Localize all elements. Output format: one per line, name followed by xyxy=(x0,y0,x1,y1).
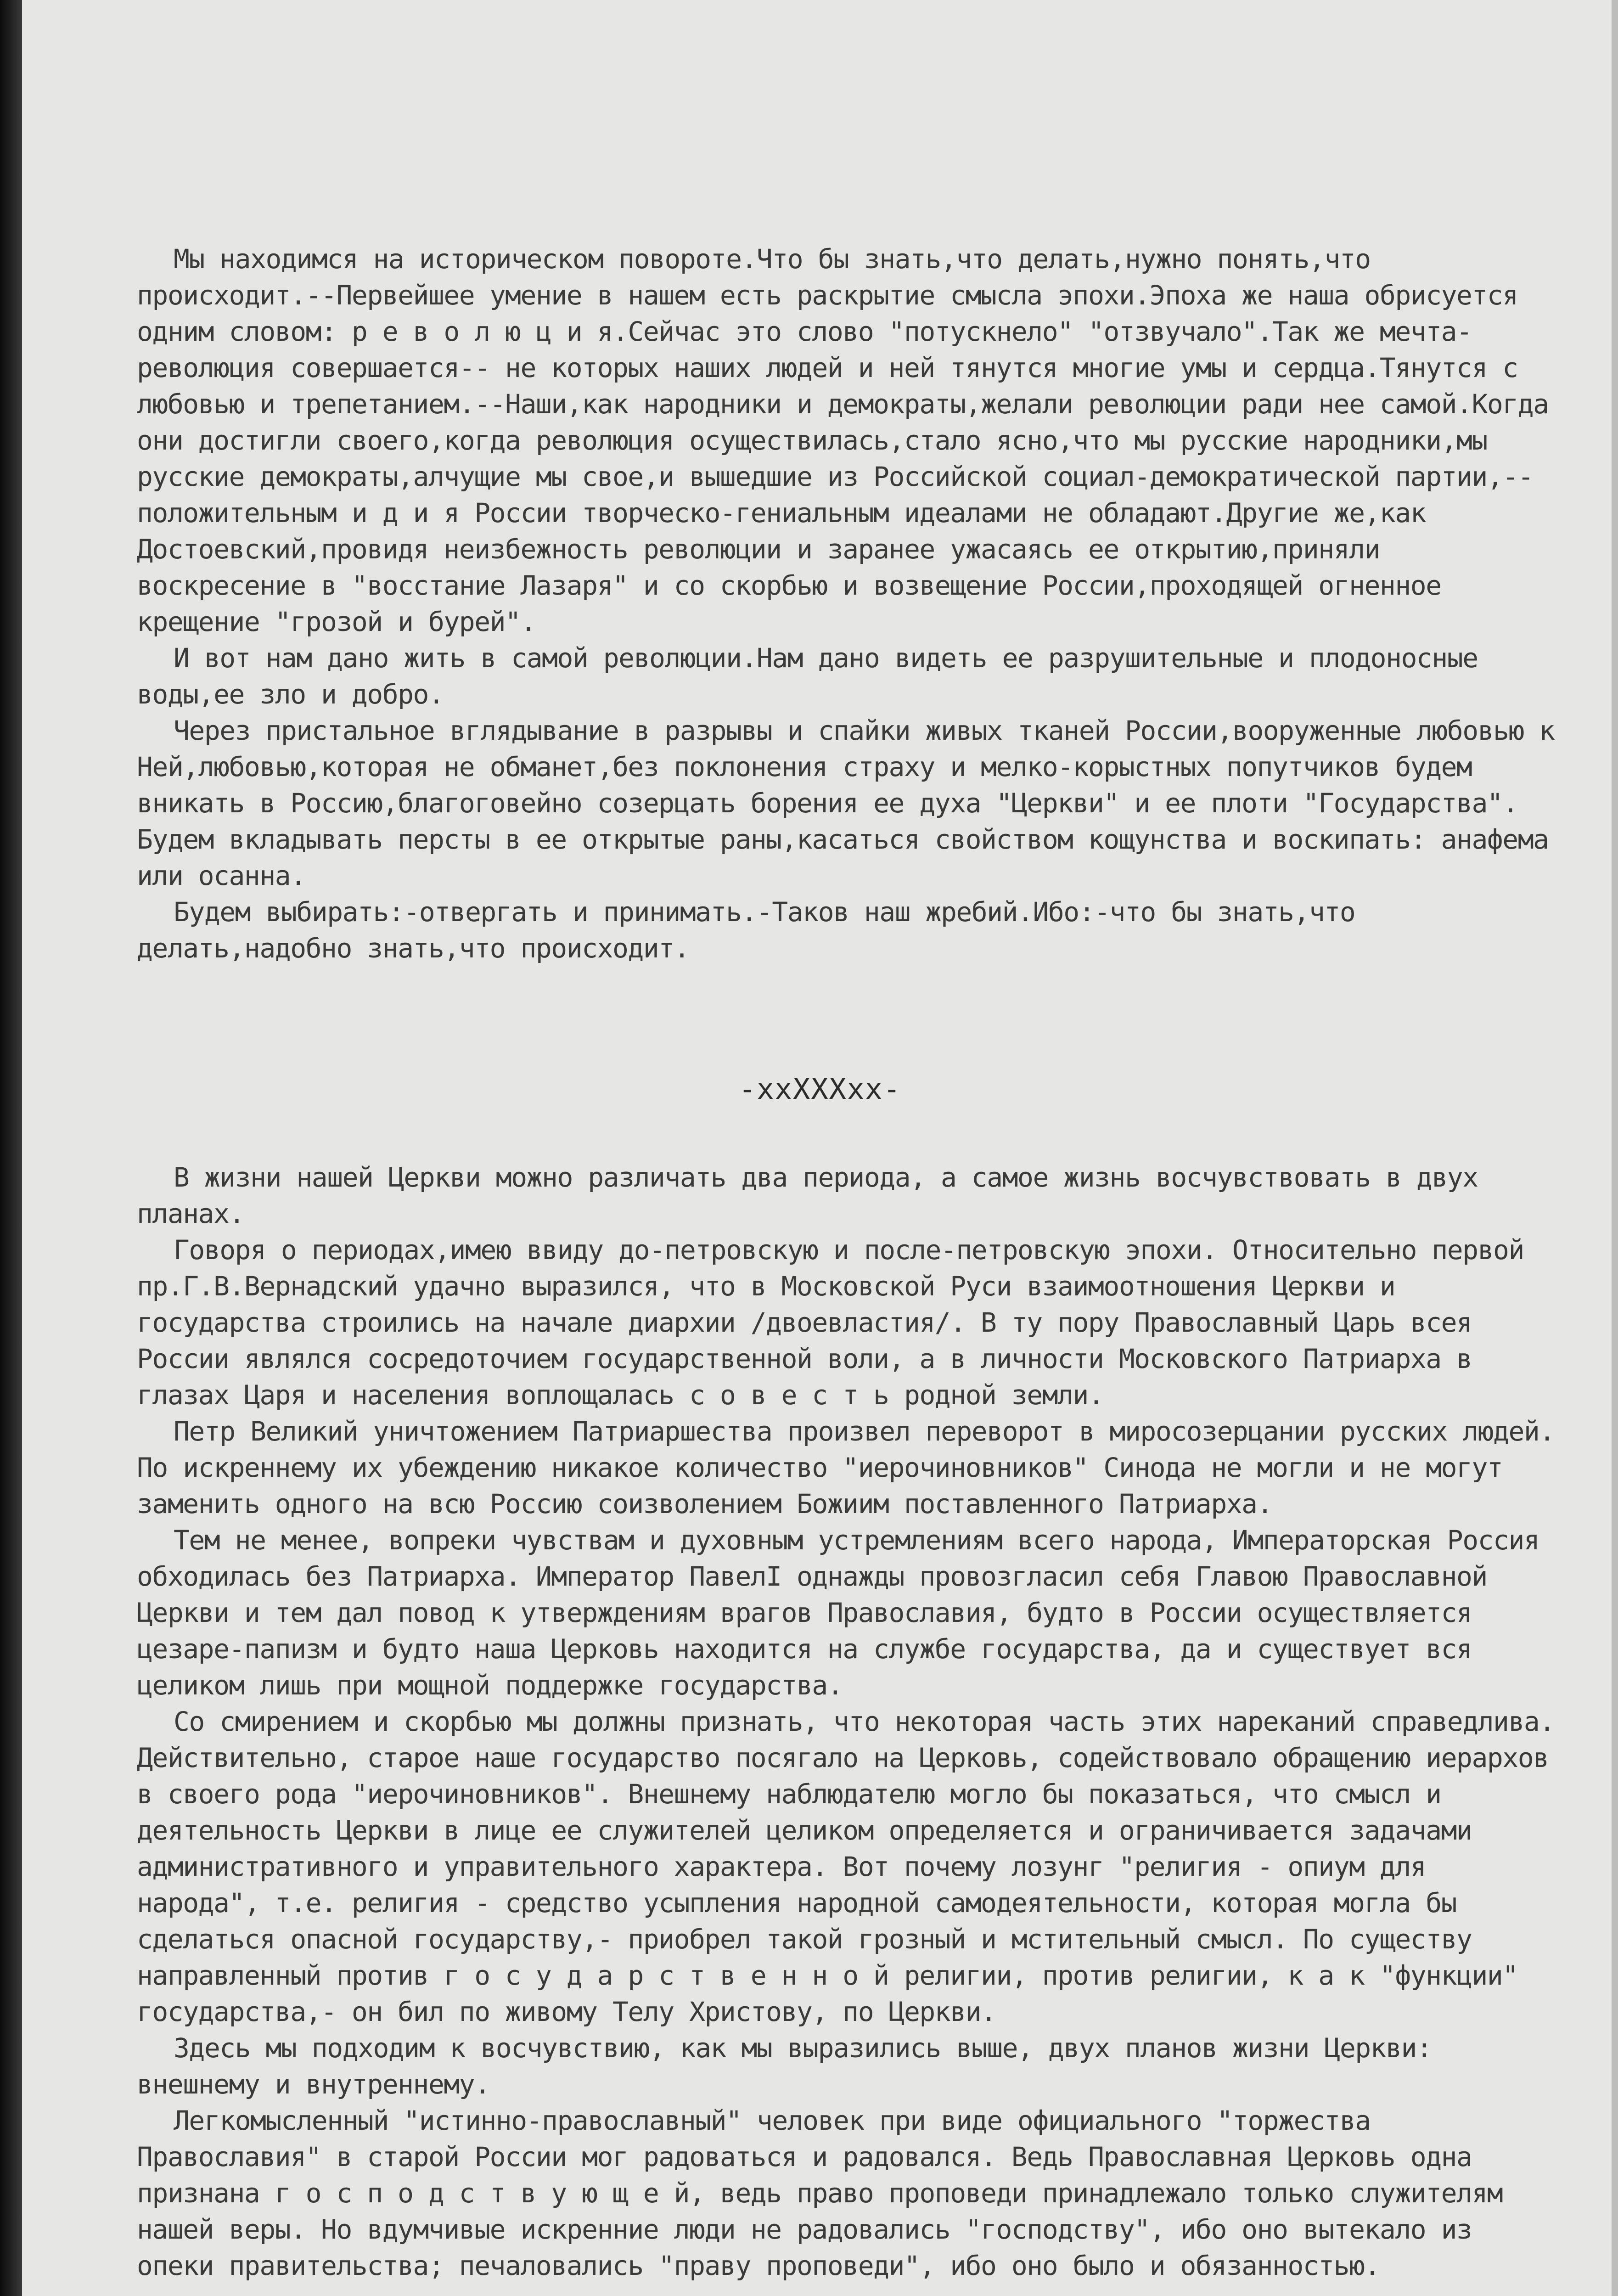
section-divider: -xxXXXxx- xyxy=(739,1072,901,1106)
paragraph: Будем выбирать:-отвергать и принимать.-Таков наш жребий.Ибо:-что бы знать,что делать,надобно знать,что происходит. xyxy=(137,896,1371,964)
paragraph: И вот нам дано жить в самой революции.Нам дано видеть ее разрушительные и плодоносные воды,ее зло и добро. xyxy=(137,642,1494,710)
paragraph: Легкомысленный "истинно-православный" человек при виде официального "торжества Православия" в старой России мог радоваться и радовался. Ведь Православная Церковь одна признана г о с п о д с т в у ю щ е й, ведь право проповеди принадлежало только служителям нашей веры. Но вдумчивые искренние люди не радовались "господству", ибо оно вытекало из опеки правительства; печаловались "праву проповеди", ибо оно было и обязанностью. xyxy=(137,2105,1518,2281)
paragraph: Здесь мы подходим к восчувствию, как мы выразились выше, двух планов жизни Церкви: внешнему и внутреннему. xyxy=(137,2032,1447,2100)
scan-right-edge xyxy=(1612,0,1618,2296)
paragraph: Мы находимся на историческом повороте.Что бы знать,что делать,нужно понять,что происходит.--Первейшее умение в нашем есть раскрытие смысла эпохи.Эпоха же наша обрисуется одним словом: р е в о л ю ц и я.Сейчас это слово "потускнело" "отзвучало".Так же мечта-революция совершается-- не которых наших людей и ней тянутся многие умы и сердца.Тянутся с любовью и трепетанием.--Наши,как народники и демократы,желали революции ради нее самой.Когда они достигли своего,когда революция осуществилась,стало ясно,что мы русские народники,мы русские демократы,алчущие мы свое,и вышедшие из Российской социал-демократической партии,-- положительным и д и я России творческо-гениальным идеалами не обладают.Другие же,как Достоевский,провидя неизбежность революции и заранее ужасаясь ее открытию,приняли воскресение в "восстание Лазаря" и со скорбью и возвещение России,проходящей огненное крещение "грозой и бурей". xyxy=(137,243,1564,637)
paragraph: В жизни нашей Церкви можно различать два периода, а самое жизнь восчувствовать в двух планах. xyxy=(137,1162,1494,1229)
section-2 xyxy=(137,1159,1570,2284)
paragraph: Через пристальное вглядывание в разрывы и спайки живых тканей России,вооруженные любовью к Ней,любовью,которая не обманет,без поклонения страху и мелко-корыстных попутчиков будем вникать в Россию,благоговейно созерцать борения ее духа "Церкви" и ее плоти "Государства". Будем вкладывать персты в ее открытые раны,касаться свойством кощунства и воскипать: анафема или осанна. xyxy=(137,715,1570,891)
scan-left-edge xyxy=(0,0,22,2296)
paragraph: Со смирением и скорбью мы должны признать, что некоторая часть этих нареканий справедлива. Действительно, старое наше государство посягало на Церковь, содействовало обращению иерархов в своего рода "иерочиновников". Внешнему наблюдателю могло бы показаться, что смысл и деятельность Церкви в лице ее служителей целиком определяется и ограничивается задачами административного и управительного характера. Вот почему лозунг "религия - опиум для народа", т.е. религия - средство усыпления народной самодеятельности, которая могла бы сделаться опасной государству,- приобрел такой грозный и мстительный смысл. По существу направленный против г о с у д а р с т в е н н о й религии, против религии, к а к "функции" государства,- он бил по живому Телу Христову, по Церкви. xyxy=(137,1706,1570,2027)
section-1 xyxy=(137,241,1570,967)
paragraph: Говоря о периодах,имею ввиду до-петровскую и после-петровскую эпохи. Относительно первой пр.Г.В.Вернадский удачно выразился, что в Московской Руси взаимоотношения Церкви и государства строились на начале диархии /двоевластия/. В ту пору Православный Царь всея России являлся сосредоточием государственной воли, а в личности Московского Патриарха в глазах Царя и населения воплощалась с о в е с т ь родной земли. xyxy=(137,1234,1539,1411)
paragraph: Петр Великий уничтожением Патриаршества произвел переворот в миросозерцании русских людей. По искреннему их убеждению никакое количество "иерочиновников" Синода не могли и не могут заменить одного на всю Россию соизволением Божиим поставленного Патриарха. xyxy=(137,1416,1570,1519)
document-page xyxy=(22,0,1618,2296)
paragraph: Тем не менее, вопреки чувствам и духовным устремлениям всего народа, Императорская Россия обходилась без Патриарха. Император ПавелI однажды провозгласил себя Главою Православной Церкви и тем дал повод к утверждениям врагов Православия, будто в России осуществляется цезаре-папизм и будто наша Церковь находится на службе государства, да и существует вся целиком лишь при мощной поддержке государства. xyxy=(137,1525,1555,1701)
